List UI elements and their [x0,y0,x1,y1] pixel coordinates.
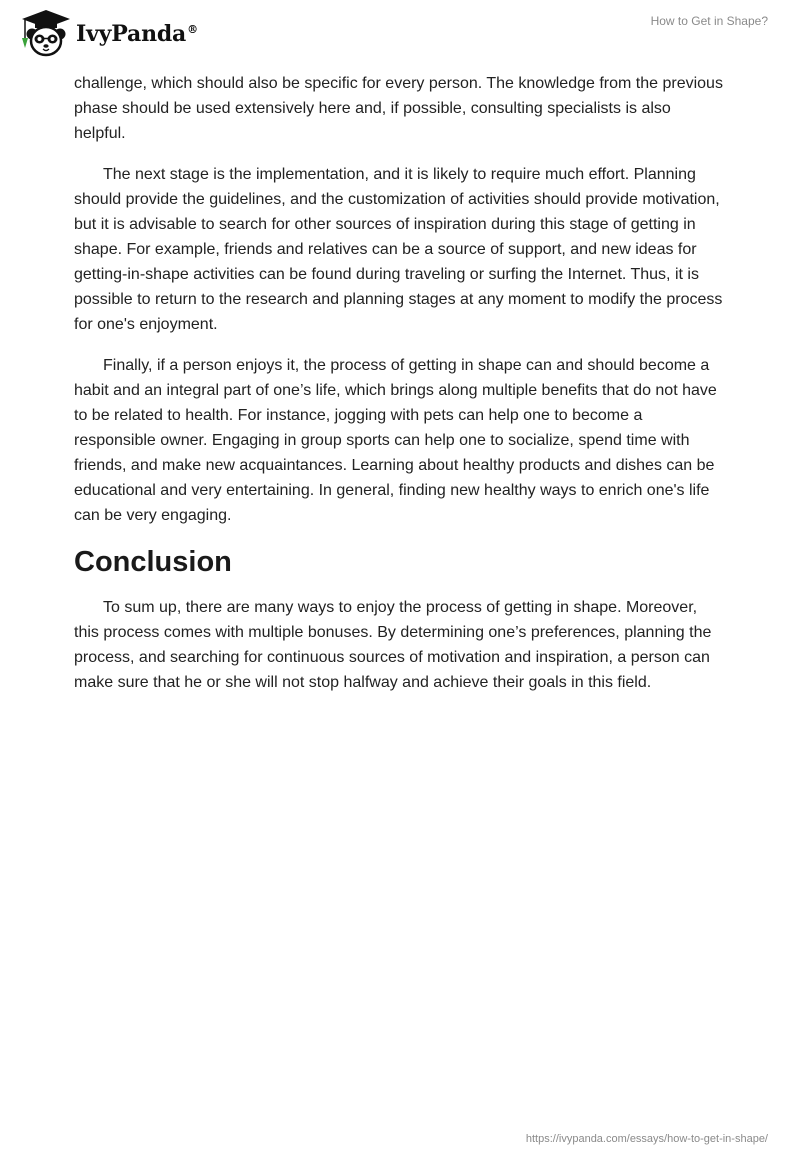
source-url[interactable]: https://ivypanda.com/essays/how-to-get-in-shape/ [525,1133,768,1145]
page-header [0,0,800,70]
paragraph-habit: Finally, if a person enjoys it, the process of getting in shape can and should become a habit and an integral part of one’s life, which brings along multiple benefits that do not have to be related to health. For instance, jogging with pets can help one to become a responsible owner. Engaging in group sports can help one to socialize, spend time with friends, and make new acquaintances. Learning about healthy products and dishes can be educational and very entertaining. In general, finding new healthy ways to enrich one's life can be very engaging. [74,357,717,524]
logo-text: IvyPanda® [76,21,198,47]
ivypanda-logo[interactable] [16,8,198,58]
essay-content [74,71,726,711]
paragraph-implementation: The next stage is the implementation, and it is likely to require much effort. Planning should provide the guidelines, and the customization of activities should provide motivation, but it is advisable to search for other sources of inspiration during this stage of getting in shape. For example, friends and relatives can be a source of support, and new ideas for getting-in-shape activities can be found during traveling or surfing the Internet. Thus, it is possible to return to the research and planning stages at any moment to modify the process for one's enjoyment. [74,166,723,333]
document-title: How to Get in Shape? [650,14,768,28]
paragraph-conclusion: To sum up, there are many ways to enjoy the process of getting in shape. Moreover, this process comes with multiple bonuses. By determining one’s preferences, planning the process, and searching for continuous sources of motivation and inspiration, a person can make sure that he or she will not stop halfway and achieve their goals in this field. [74,599,712,691]
paragraph-continuation: challenge, which should also be specific for every person. The knowledge from the previous phase should be used extensively here and, if possible, consulting specialists is also helpful. [74,75,723,142]
panda-graduate-icon [16,8,74,58]
conclusion-heading: Conclusion [74,546,232,578]
